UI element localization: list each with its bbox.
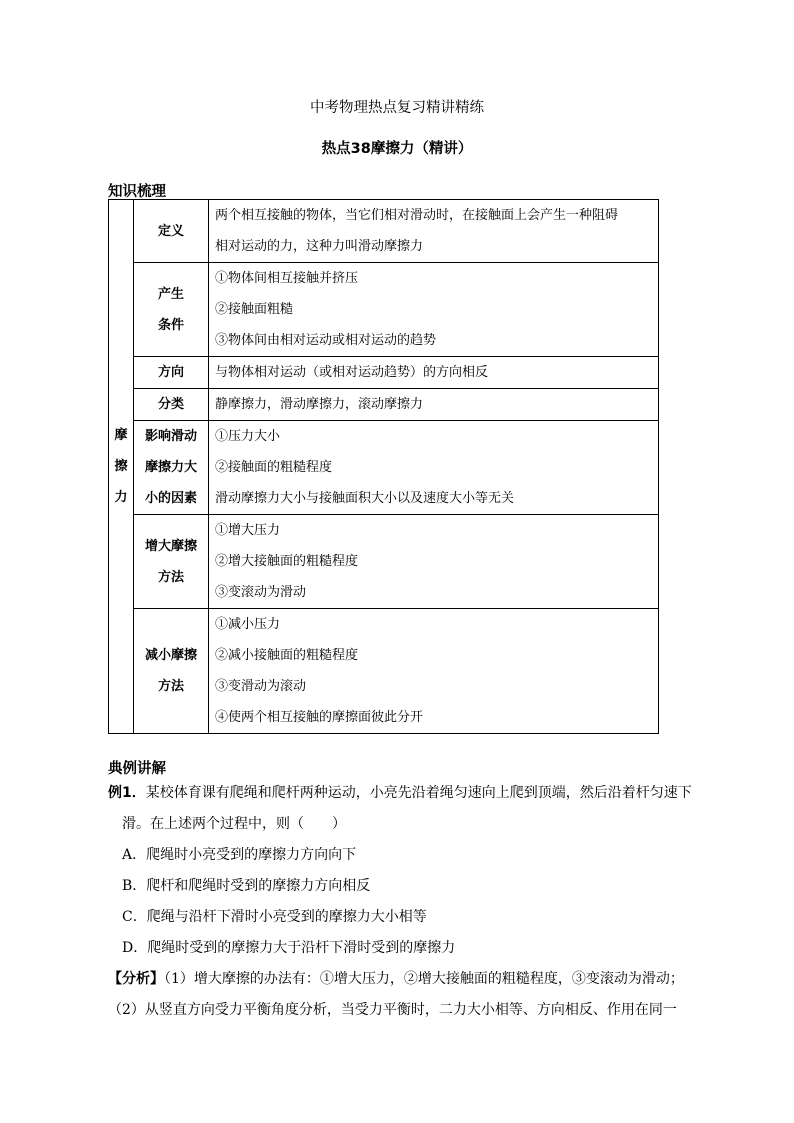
analysis-line-2: （2）从竖直方向受力平衡角度分析，当受力平衡时，二力大小相等、方向相反、作用在同一 bbox=[108, 1002, 677, 1018]
option-c: C．爬绳与沿杆下滑时小亮受到的摩擦力大小相等 bbox=[122, 909, 427, 925]
group-label-char: 力 bbox=[114, 490, 128, 505]
option-b: B．爬杆和爬绳时受到的摩擦力方向相反 bbox=[122, 878, 371, 894]
example-block bbox=[108, 778, 694, 1026]
row-label: 产生 条件 bbox=[134, 263, 209, 357]
row-label: 增大摩擦 方法 bbox=[134, 515, 209, 609]
example-stem: 例1．某校体育课有爬绳和爬杆两种运动，小亮先沿着绳匀速向上爬到顶端，然后沿着杆匀速下 bbox=[108, 785, 692, 801]
group-label-cell bbox=[109, 200, 134, 734]
option-a: A．爬绳时小亮受到的摩擦力方向向下 bbox=[122, 847, 357, 863]
document-title: 中考物理热点复习精讲精练 bbox=[310, 100, 484, 116]
knowledge-table bbox=[108, 199, 659, 734]
row-label: 减小摩擦 方法 bbox=[134, 609, 209, 734]
option-d: D．爬绳时受到的摩擦力大于沿杆下滑时受到的摩擦力 bbox=[122, 940, 456, 956]
row-content: ①增大压力 ②增大接触面的粗糙程度 ③变滚动为滑动 bbox=[209, 515, 659, 609]
analysis-label: 【分析】 bbox=[108, 971, 164, 987]
table-row-types bbox=[109, 389, 659, 421]
row-content: ①压力大小 ②接触面的粗糙程度 滑动摩擦力大小与接触面积大小以及速度大小等无关 bbox=[209, 421, 659, 515]
row-content: 静摩擦力，滑动摩擦力，滚动摩擦力 bbox=[209, 389, 659, 421]
example-label: 例1． bbox=[108, 785, 146, 801]
table-row-conditions bbox=[109, 263, 659, 357]
table-row-direction bbox=[109, 357, 659, 389]
document-subtitle: 热点38摩擦力（精讲） bbox=[321, 141, 473, 157]
row-label: 方向 bbox=[134, 357, 209, 389]
table-row-increase-methods bbox=[109, 515, 659, 609]
table-row-decrease-methods bbox=[109, 609, 659, 734]
example-stem-continued: 滑。在上述两个过程中，则（ ） bbox=[122, 816, 346, 832]
analysis-line-1: 【分析】（1）增大摩擦的办法有：①增大压力，②增大接触面的粗糙程度，③变滚动为滑动； bbox=[108, 971, 684, 987]
row-content: 与物体相对运动（或相对运动趋势）的方向相反 bbox=[209, 357, 659, 389]
table-row-definition bbox=[109, 200, 659, 263]
table-row-factors bbox=[109, 421, 659, 515]
row-content: ①物体间相互接触并挤压 ②接触面粗糙 ③物体间由相对运动或相对运动的趋势 bbox=[209, 263, 659, 357]
row-content: ①减小压力 ②减小接触面的粗糙程度 ③变滑动为滚动 ④使两个相互接触的摩擦面彼此分开 bbox=[209, 609, 659, 734]
section-heading-examples: 典例讲解 bbox=[108, 761, 166, 777]
row-label: 影响滑动 摩擦力大 小的因素 bbox=[134, 421, 209, 515]
section-heading-knowledge: 知识梳理 bbox=[108, 184, 166, 200]
group-label-char: 擦 bbox=[114, 459, 128, 474]
row-label: 分类 bbox=[134, 389, 209, 421]
row-label: 定义 bbox=[134, 200, 209, 263]
group-label-char: 摩 bbox=[114, 428, 128, 443]
row-content: 两个相互接触的物体，当它们相对滑动时，在接触面上会产生一种阻碍 相对运动的力，这种力叫滑动摩擦力 bbox=[209, 200, 659, 263]
